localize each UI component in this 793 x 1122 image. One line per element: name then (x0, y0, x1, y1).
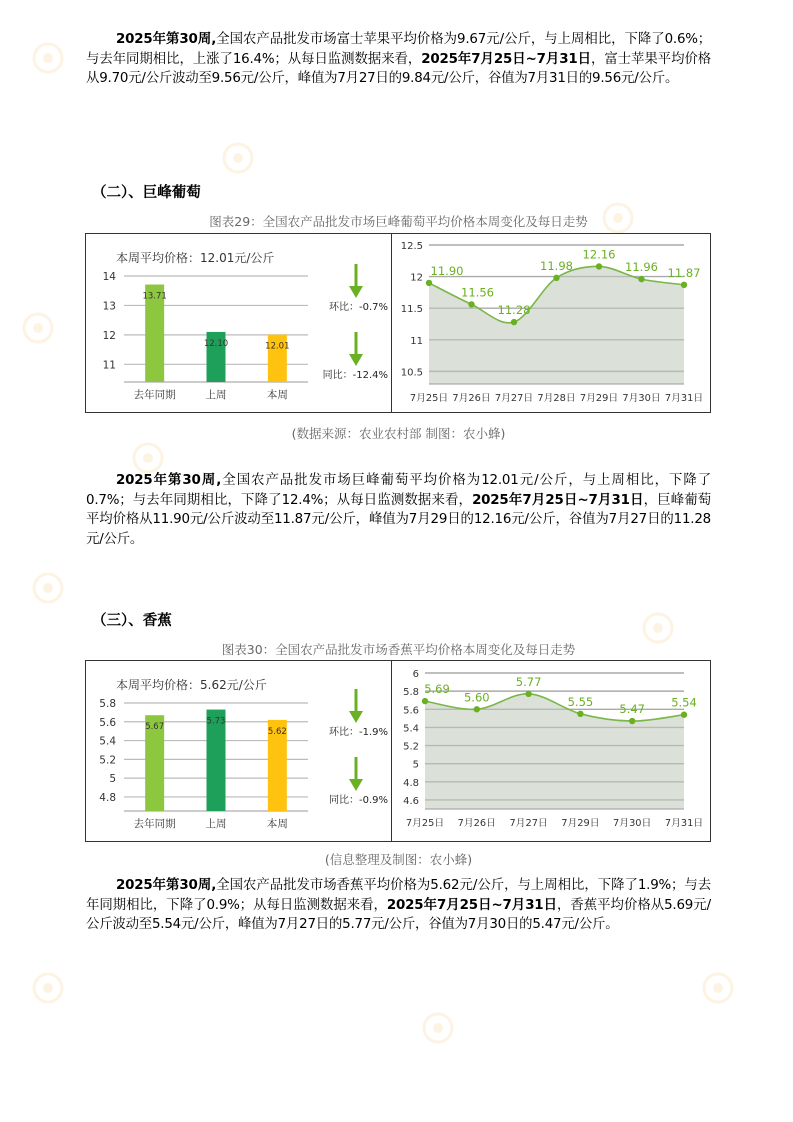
x-tick-label: 7月30日 (613, 818, 652, 829)
section-title-grape: （二）、巨峰葡萄 (92, 185, 201, 201)
data-point-label: 11.87 (667, 265, 701, 280)
paragraph-text: 全国农产品批发市场富士苹果平均价格为9.67元/公斤，与上周相比，下降了0.6%；与去年同期相比，上涨了16.4%；从每日监测数据来看， (86, 32, 711, 67)
data-point-label: 5.77 (515, 674, 542, 689)
banana-line-chart-svg (392, 661, 710, 841)
data-point-label: 11.56 (461, 285, 494, 300)
beedata-watermark-icon (700, 960, 770, 1016)
y-tick-label: 5.4 (403, 723, 419, 735)
x-tick-label: 7月30日 (622, 393, 661, 404)
x-tick-label: 7月27日 (494, 393, 534, 404)
y-tick-label: 11.5 (400, 304, 423, 316)
area-fill (425, 694, 684, 809)
apple-paragraph (86, 30, 711, 89)
data-point-label: 11.98 (540, 258, 573, 273)
data-point (553, 275, 559, 281)
data-point (596, 263, 602, 269)
down-arrow-icon (349, 286, 363, 298)
y-tick-label: 6 (412, 669, 419, 680)
week-label: 2025年第30周, (116, 32, 217, 47)
x-tick-label: 7月29日 (579, 393, 619, 404)
y-tick-label: 5.8 (403, 687, 419, 699)
data-point (638, 276, 644, 282)
week-label: 2025年第30周, (116, 878, 217, 893)
data-point (577, 711, 583, 717)
y-tick-label: 11 (410, 335, 423, 347)
y-tick-label: 10.5 (400, 367, 423, 379)
grape-bar-chart-svg (86, 234, 391, 412)
huanbi-label: 环比：-1.9% (328, 727, 388, 738)
y-tick-label: 12.5 (400, 241, 423, 252)
date-range-label: 2025年7月25日~7月31日 (386, 897, 558, 913)
figure-source: (数据来源：农业农村部 制图：农小蜂) (291, 426, 506, 441)
data-point-label: 12.16 (582, 247, 616, 262)
y-tick-label: 5.6 (403, 705, 419, 717)
down-arrow-icon (349, 354, 363, 366)
weekly-average-label: 本周平均价格：12.01元/公斤 (116, 251, 275, 265)
data-point (468, 301, 474, 307)
x-category-label: 去年同期 (133, 818, 176, 830)
figure-caption: 图表30：全国农产品批发市场香蕉平均价格本周变化及每日走势 (221, 642, 576, 657)
huanbi-label: 环比：-0.7% (328, 302, 388, 313)
banana-paragraph (86, 876, 711, 935)
banana-bar-chart-svg (86, 661, 391, 841)
paragraph-text: 全国农产品批发市场香蕉平均价格为5.62元/公斤，与上周相比，下降了1.9%；与去年同期相比，下降了0.9%；从每日监测数据来看， (86, 878, 711, 913)
y-tick-label: 5.6 (99, 716, 116, 729)
y-tick-label: 4.6 (403, 795, 419, 807)
data-point-label: 11.96 (625, 260, 658, 275)
y-tick-label: 4.8 (403, 777, 419, 789)
data-point-label: 5.55 (567, 694, 594, 709)
tongbi-label: 同比：-12.4% (322, 370, 388, 381)
banana-weekly-bar-chart (85, 660, 392, 842)
data-point (511, 319, 517, 325)
data-point-label: 5.69 (424, 682, 450, 697)
x-tick-label: 7月31日 (664, 393, 704, 404)
x-category-label: 去年同期 (133, 389, 176, 401)
banana-daily-trend-chart (391, 660, 711, 842)
data-point (426, 280, 432, 286)
down-arrow-icon (349, 779, 363, 791)
paragraph-text: 全国农产品批发市场巨峰葡萄平均价格为12.01元/公斤，与上周相比，下降了0.7%；与去年同期相比，下降了12.4%；从每日监测数据来看， (86, 473, 711, 508)
x-tick-label: 7月26日 (452, 393, 491, 404)
y-tick-label: 5.2 (403, 741, 419, 753)
y-tick-label: 5 (109, 773, 116, 786)
y-tick-label: 14 (102, 271, 116, 283)
beedata-watermark-icon (220, 130, 290, 186)
bar-value-label: 12.10 (203, 338, 229, 349)
down-arrow-icon (349, 711, 363, 723)
bar-value-label: 13.71 (142, 291, 167, 302)
grape-line-chart-svg (392, 234, 710, 412)
x-category-label: 上周 (205, 389, 227, 401)
x-tick-label: 7月31日 (664, 818, 704, 829)
tongbi-label: 同比：-0.9% (328, 795, 388, 806)
y-tick-label: 11 (102, 359, 116, 372)
x-tick-label: 7月28日 (537, 393, 576, 404)
y-tick-label: 12 (410, 272, 423, 284)
x-tick-label: 7月25日 (405, 818, 445, 829)
week-label: 2025年第30周, (116, 473, 222, 488)
bar-value-label: 5.62 (267, 726, 287, 737)
date-range-label: 2025年7月25日~7月31日 (472, 492, 644, 508)
y-tick-label: 13 (102, 300, 116, 313)
y-tick-label: 5.4 (99, 735, 116, 748)
y-tick-label: 5 (412, 759, 419, 771)
paragraph-text: ，富士苹果平均价格从9.70元/公斤波动至9.56元/公斤，峰值为7月27日的9.84元/公斤，谷值为7月31日的9.56元/公斤。 (86, 51, 711, 87)
beedata-watermark-icon (30, 560, 100, 616)
bar-value-label: 12.01 (265, 341, 290, 352)
data-point-label: 5.54 (671, 695, 697, 710)
x-tick-label: 7月26日 (457, 818, 496, 829)
weekly-average-label: 本周平均价格：5.62元/公斤 (116, 678, 267, 692)
y-tick-label: 5.8 (99, 698, 116, 710)
beedata-watermark-icon (30, 960, 100, 1016)
figure-caption: 图表29：全国农产品批发市场巨峰葡萄平均价格本周变化及每日走势 (209, 214, 588, 229)
data-point (422, 698, 428, 704)
section-title-banana: （三）、香蕉 (92, 613, 172, 629)
data-point-label: 5.60 (463, 690, 490, 705)
bar-value-label: 5.67 (145, 722, 165, 733)
x-tick-label: 7月27日 (509, 818, 548, 829)
data-point (629, 718, 635, 724)
grape-daily-trend-chart (391, 233, 711, 413)
x-category-label: 本周 (266, 389, 288, 401)
x-tick-label: 7月29日 (561, 818, 600, 829)
bar-value-label: 5.73 (206, 716, 226, 727)
grape-weekly-bar-chart (85, 233, 392, 413)
data-point (681, 712, 687, 718)
paragraph-text: ，巨峰葡萄平均价格从11.90元/公斤波动至11.87元/公斤，峰值为7月29日的12.16元/公斤，谷值为7月27日的11.28元/公斤。 (86, 492, 711, 547)
x-category-label: 上周 (205, 818, 227, 830)
paragraph-text: ，香蕉平均价格从5.69元/公斤波动至5.54元/公斤，峰值为7月27日的5.77元/公斤，谷值为7月30日的5.47元/公斤。 (86, 897, 711, 933)
grape-paragraph (86, 471, 711, 549)
x-tick-label: 7月25日 (409, 393, 449, 404)
data-point-label: 11.28 (497, 303, 531, 318)
y-tick-label: 12 (102, 329, 116, 342)
beedata-watermark-icon (20, 300, 90, 356)
data-point-label: 11.90 (430, 263, 464, 278)
date-range-label: 2025年7月25日~7月31日 (421, 51, 591, 67)
data-point (525, 691, 531, 697)
y-tick-label: 4.8 (99, 791, 116, 804)
beedata-watermark-icon (420, 1000, 490, 1056)
data-point (681, 282, 687, 288)
data-point-label: 5.47 (619, 702, 646, 717)
figure-source: (信息整理及制图：农小蜂) (324, 852, 473, 867)
data-point (474, 706, 480, 712)
y-tick-label: 5.2 (99, 754, 116, 767)
x-category-label: 本周 (266, 818, 288, 830)
